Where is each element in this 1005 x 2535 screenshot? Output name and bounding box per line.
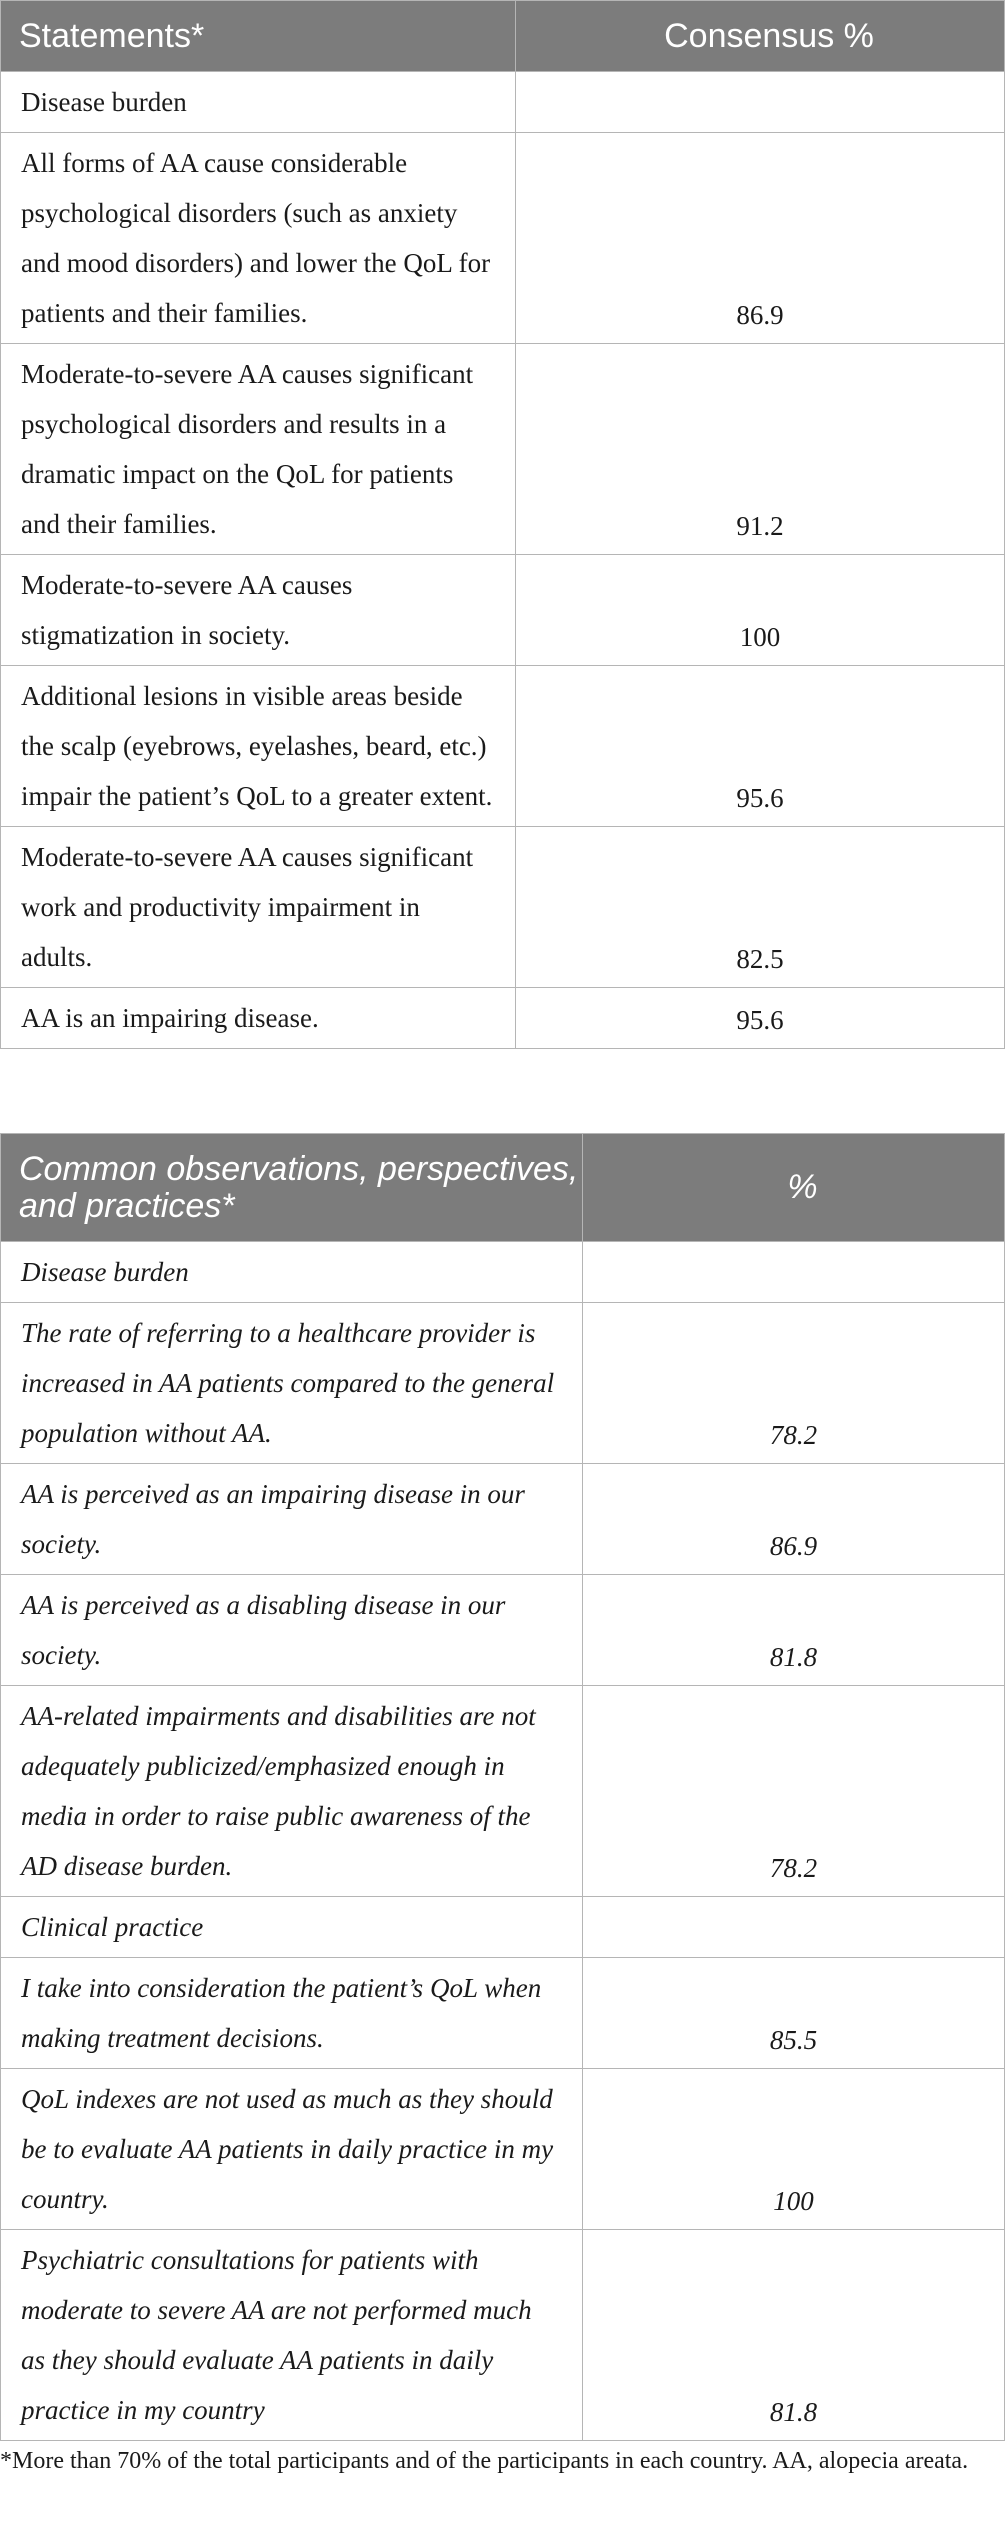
table-row — [1, 2230, 1005, 2441]
statement-cell: Moderate-to-severe AA causes significant psychological disorders and results in a dramatic impact on the QoL for patients and their families. — [1, 344, 516, 555]
consensus-column-header: Consensus % — [516, 1, 1005, 72]
statement-cell: Moderate-to-severe AA causes significant work and productivity impairment in adults. — [1, 827, 516, 988]
table-header-row — [1, 1, 1005, 72]
observations-table — [0, 1133, 1005, 2441]
consensus-value: 95.6 — [516, 666, 1005, 827]
percent-column-header: % — [583, 1134, 1005, 1242]
section-row — [1, 1897, 1005, 1958]
section-label: Disease burden — [1, 72, 516, 133]
section-row — [1, 1242, 1005, 1303]
statement-cell: I take into consideration the patient’s QoL when making treatment decisions. — [1, 1958, 583, 2069]
table-footnote: *More than 70% of the total participants and of the participants in each country. AA, alopecia areata. — [0, 2448, 969, 2474]
empty-cell — [583, 1897, 1005, 1958]
observations-column-header: Common observations, perspectives, and practices* — [1, 1134, 583, 1242]
percent-value: 81.8 — [583, 2230, 1005, 2441]
statement-cell: AA is an impairing disease. — [1, 988, 516, 1049]
table-row — [1, 666, 1005, 827]
table-row — [1, 344, 1005, 555]
consensus-value: 82.5 — [516, 827, 1005, 988]
statement-cell: The rate of referring to a healthcare provider is increased in AA patients compared to the general population without AA. — [1, 1303, 583, 1464]
statement-cell: AA-related impairments and disabilities are not adequately publicized/emphasized enough in media in order to raise public awareness of the AD disease burden. — [1, 1686, 583, 1897]
statement-cell: Psychiatric consultations for patients with moderate to severe AA are not performed much as they should evaluate AA patients in daily practice in my country — [1, 2230, 583, 2441]
table-row — [1, 1686, 1005, 1897]
empty-cell — [583, 1242, 1005, 1303]
statement-cell: AA is perceived as an impairing disease in our society. — [1, 1464, 583, 1575]
percent-value: 100 — [583, 2069, 1005, 2230]
statement-cell: QoL indexes are not used as much as they should be to evaluate AA patients in daily practice in my country. — [1, 2069, 583, 2230]
percent-value: 86.9 — [583, 1464, 1005, 1575]
table-row — [1, 1303, 1005, 1464]
statements-column-header: Statements* — [1, 1, 516, 72]
consensus-value: 91.2 — [516, 344, 1005, 555]
consensus-table — [0, 0, 1005, 1049]
section-label: Clinical practice — [1, 1897, 583, 1958]
section-row — [1, 72, 1005, 133]
statement-cell: AA is perceived as a disabling disease in our society. — [1, 1575, 583, 1686]
consensus-value: 86.9 — [516, 133, 1005, 344]
table-row — [1, 1958, 1005, 2069]
table-row — [1, 2069, 1005, 2230]
consensus-value: 95.6 — [516, 988, 1005, 1049]
table-row — [1, 827, 1005, 988]
table-header-row — [1, 1134, 1005, 1242]
percent-value: 78.2 — [583, 1686, 1005, 1897]
table-row — [1, 133, 1005, 344]
statement-cell: Moderate-to-severe AA causes stigmatization in society. — [1, 555, 516, 666]
table-row — [1, 988, 1005, 1049]
percent-value: 81.8 — [583, 1575, 1005, 1686]
statement-cell: Additional lesions in visible areas beside the scalp (eyebrows, eyelashes, beard, etc.) impair the patient’s QoL to a greater extent. — [1, 666, 516, 827]
section-label: Disease burden — [1, 1242, 583, 1303]
consensus-value: 100 — [516, 555, 1005, 666]
empty-cell — [516, 72, 1005, 133]
percent-value: 78.2 — [583, 1303, 1005, 1464]
percent-value: 85.5 — [583, 1958, 1005, 2069]
table-row — [1, 555, 1005, 666]
table-row — [1, 1575, 1005, 1686]
statement-cell: All forms of AA cause considerable psychological disorders (such as anxiety and mood disorders) and lower the QoL for patients and their families. — [1, 133, 516, 344]
table-row — [1, 1464, 1005, 1575]
